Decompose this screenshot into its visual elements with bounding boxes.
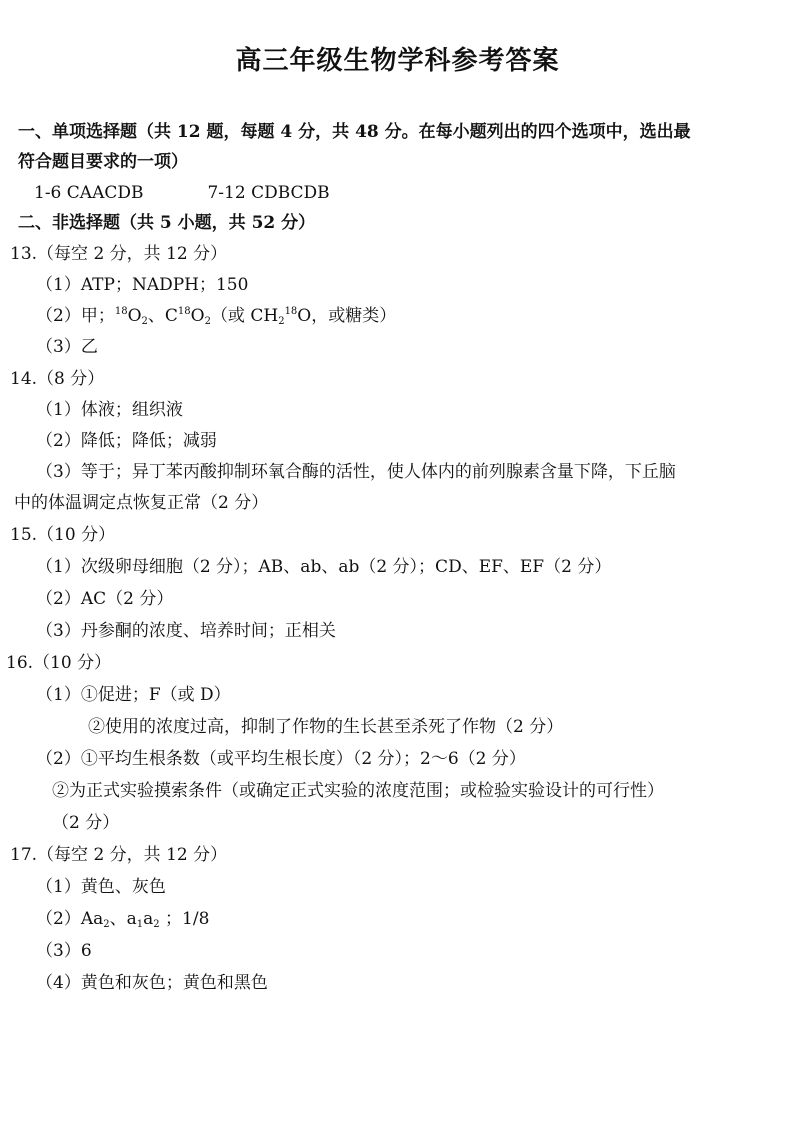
q14-answer-3-cont: 中的体温调定点恢复正常（2 分） bbox=[14, 493, 269, 513]
q13-answer-3: （3）乙 bbox=[36, 337, 98, 357]
q17-heading: 17.（每空 2 分，共 12 分） bbox=[10, 845, 228, 865]
q17-answer-3: （3）6 bbox=[36, 941, 92, 961]
section2-heading: 二、非选择题（共 5 小题，共 52 分） bbox=[18, 213, 316, 233]
q15-answer-1: （1）次级卵母细胞（2 分）；AB、ab、ab（2 分）；CD、EF、EF（2 分） bbox=[36, 557, 612, 577]
q16-answer-2-part2-cont: （2 分） bbox=[52, 813, 120, 833]
mc-answers-1-6: 1-6 CAACDB bbox=[34, 183, 144, 203]
q16-answer-1-part2: ②使用的浓度过高，抑制了作物的生长甚至杀死了作物（2 分） bbox=[88, 717, 564, 737]
q17-answer-4: （4）黄色和灰色；黄色和黑色 bbox=[36, 973, 268, 993]
q16-answer-2: （2）①平均生根条数（或平均生根长度）（2 分）；2～6（2 分） bbox=[36, 749, 526, 769]
mc-answers bbox=[34, 181, 330, 205]
q15-heading: 15.（10 分） bbox=[10, 525, 116, 545]
q17-answer-1: （1）黄色、灰色 bbox=[36, 877, 166, 897]
q16-answer-1: （1）①促进；F（或 D） bbox=[36, 685, 231, 705]
q16-heading: 16.（10 分） bbox=[6, 653, 112, 673]
q15-answer-3: （3）丹参酮的浓度、培养时间；正相关 bbox=[36, 621, 336, 641]
q13-answer-1: （1）ATP；NADPH；150 bbox=[36, 275, 249, 295]
page-title: 高三年级生物学科参考答案 bbox=[235, 46, 560, 76]
q14-answer-2: （2）降低；降低；减弱 bbox=[36, 431, 217, 451]
mc-answers-7-12: 7-12 CDBCDB bbox=[207, 183, 330, 203]
q15-answer-2: （2）AC（2 分） bbox=[36, 589, 174, 609]
q14-answer-1: （1）体液；组织液 bbox=[36, 400, 183, 420]
q17-answer-2: $(2)Aa_2$、$a_1a_2$ ；1/8 bbox=[36, 909, 210, 930]
q13-heading: 13.（每空 2 分，共 12 分） bbox=[10, 244, 228, 264]
q16-answer-2-part2: ②为正式实验摸索条件（或确定正式实验的浓度范围；或检验实验设计的可行性） bbox=[52, 781, 664, 801]
q14-answer-3: （3）等于；异丁苯丙酸抑制环氧合酶的活性，使人体内的前列腺素含量下降，下丘脑 bbox=[36, 462, 676, 482]
q13-answer-2: （2）甲；$^{18}O_2$、$C^{18}O_2$（或 $CH_2^{18}O$，或糖类） bbox=[36, 306, 397, 327]
q14-heading: 14.（8 分） bbox=[10, 369, 105, 389]
section1-heading: 一、单项选择题（共 12 题，每题 4 分，共 48 分。在每小题列出的四个选项中，选出最 bbox=[18, 122, 691, 142]
section1-heading-cont: 符合题目要求的一项） bbox=[18, 152, 188, 172]
